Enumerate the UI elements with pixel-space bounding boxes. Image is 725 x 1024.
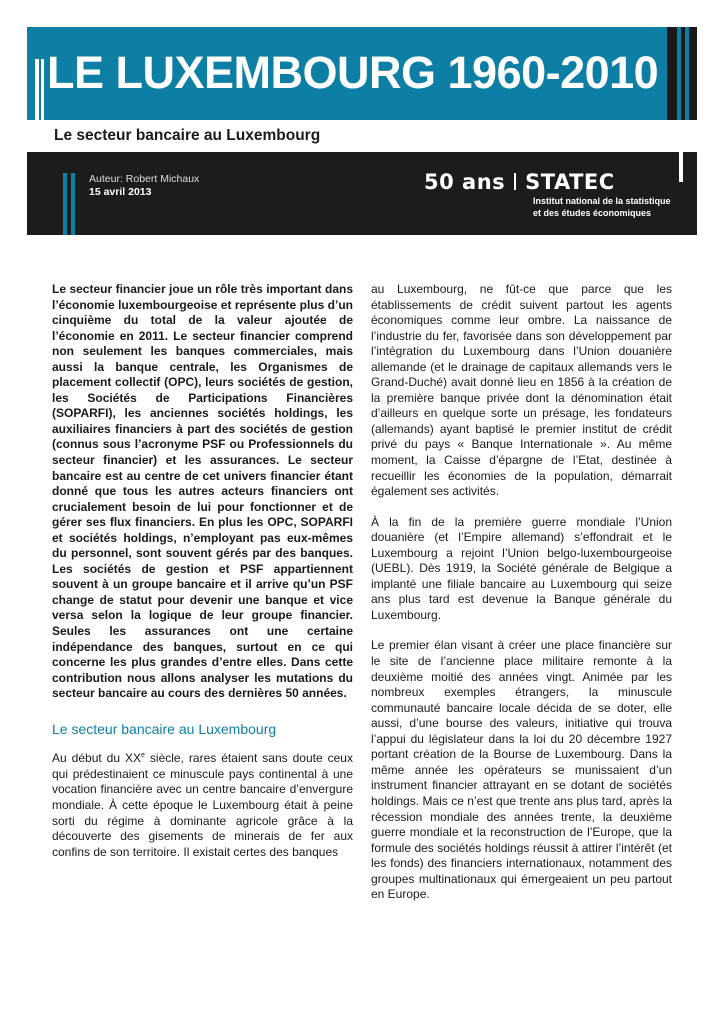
body-paragraph — [52, 751, 353, 860]
body-paragraph: À la fin de la première guerre mondiale l’Union douanière (et l’Empire allemand) s’effondrait et le Luxembourg a rejoint l’Union belgo-luxembourgeoise (UEBL). Dès 1919, la Société générale de Belgique a implanté une filiale bancaire au Luxembourg qui seize ans plus tard est devenue la Banque générale du Luxembourg. — [371, 514, 672, 622]
logo-separator — [514, 173, 516, 190]
logo-anniversary: 50 ans — [424, 170, 506, 194]
title-band-dark-edge — [667, 27, 697, 120]
logo-caption-line: et des études économiques — [533, 208, 652, 218]
accent-bar — [63, 173, 67, 235]
accent-bar — [35, 59, 39, 120]
publication-date: 15 avril 2013 — [89, 186, 152, 198]
accent-bar — [71, 173, 75, 235]
intro-paragraph: Le secteur financier joue un rôle très important dans l’économie luxembourgeoise et représente plus d’un cinquième du total de la valeur ajoutée de l’économie en 2011. Le secteur financier comprend non seulement les banques commerciales, mais aussi la banque centrale, les Organismes de placement collectif (OPC), leurs sociétés de gestion, les Sociétés de Participations Financières (SOPARFI), les anciennes sociétés holdings, les auxiliaires financiers à part des sociétés de gestion (connus sous l’acronyme PSF ou Professionnels du secteur financier) et les assurances. Le secteur bancaire est au centre de cet univers financier étant donné que tous les autres acteurs financiers ont crucialement besoin de lui pour fonctionner et de gérer ses flux financiers. En plus les OPC, SOPARFI et sociétés holdings, n’employant pas eux-mêmes du personnel, sont souvent gérés par des banques. Les sociétés de gestion et PSF appartiennent souvent à un groupe bancaire et il arrive qu’un PSF change de statut pour devenir une banque et vice versa selon la logique de leur groupe financier. Seules les assurances ont une certaine indépendance des banques, surtout en ce qui concerne les plus grandes d’entre elles. Dans cette contribution nous allons analyser les mutations du secteur bancaire au cours des dernières 50 années. — [52, 282, 353, 701]
statec-logo — [424, 170, 615, 194]
body-paragraph: Le premier élan visant à créer une place financière sur le site de l’ancienne place militaire remonte à la deuxième moitié des années vingt. Animée par les nombreux exemples étrangers, la minuscule communauté bancaire locale décida de se doter, elle aussi, d’une bourse des valeurs, initiative qui trouva l’appui du législateur dans la loi du 20 décembre 1927 portant création de la Bourse de Luxembourg. Dans la même année les opérateurs se munissaient d’un instrument financier attrayant en se dotant de sociétés holdings. Mais ce n’est que trente ans plus tard, après la récession mondiale des années trente, la deuxième guerre mondiale et la reconstruction de l’Europe, que la formule des sociétés holdings réussit à attirer l’intérêt (et les fonds) des financiers internationaux, notamment des groupes multinationaux qui émergeaient un peu partout en Europe. — [371, 638, 672, 902]
paragraph-start: Au début du XX — [52, 751, 142, 766]
report-header — [27, 27, 697, 235]
superscript: e — [141, 752, 145, 760]
logo-caption — [533, 195, 671, 219]
logo-brand: STATEC — [525, 170, 615, 194]
accent-bar — [41, 59, 44, 120]
accent-bar — [685, 27, 689, 120]
accent-bar — [679, 152, 683, 182]
logo-caption-line: Institut national de la statistique — [533, 196, 671, 206]
accent-bar — [677, 27, 681, 120]
author: Auteur: Robert Michaux — [89, 173, 200, 185]
body-paragraph-continued: au Luxembourg, ne fût-ce que parce que les établissements de crédit suivent partout les agents économiques comme leur ombre. La naissance de l’industrie du fer, favorisée dans son développement par l’intégration du Luxembourg dans l’Union douanière allemande (et le drainage de capitaux allemands vers le Grand-Duché) avait donné lieu en 1856 à la création de la première banque privée dont la dénomination était d’ailleurs en quelque sorte un présage, les fondateurs (allemands) ayant baptisé le premier institut de crédit privé du pays « Banque Internationale ». Au même moment, la Caisse d’épargne de l’Etat, destinée à recueillir les économies de la population, démarrait également ses activités. — [371, 282, 672, 499]
left-column — [52, 282, 353, 860]
page-title: LE LUXEMBOURG 1960-2010 — [47, 47, 659, 98]
right-column — [371, 282, 672, 903]
paragraph-rest: siècle, rares étaient sans doute ceux qui prédestinaient ce minuscule pays continental à une vocation financière avec un centre bancaire d’envergure mondiale. À cette époque le Luxembourg était à peine sorti du régime à dominante agricole grâce à la découverte des gisements de minerais de fer aux confins de son territoire. Il existait certes des banques — [52, 751, 353, 859]
section-heading: Le secteur bancaire au Luxembourg — [52, 720, 277, 737]
page-subtitle: Le secteur bancaire au Luxembourg — [54, 127, 321, 144]
